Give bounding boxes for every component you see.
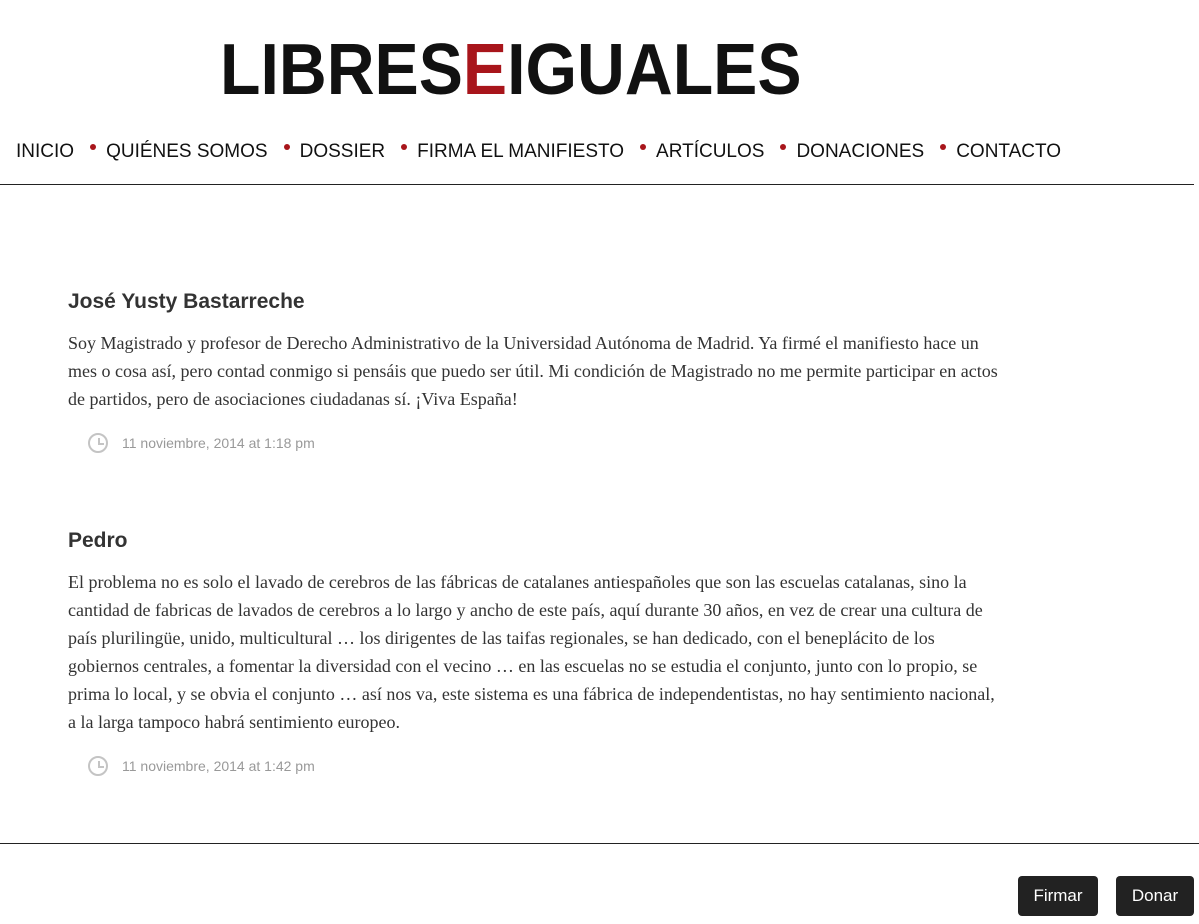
main-nav xyxy=(16,140,1061,164)
bullet-dot-icon xyxy=(90,144,96,150)
site-logo[interactable] xyxy=(220,30,802,110)
nav-item-donaciones[interactable]: DONACIONES xyxy=(796,141,925,162)
bullet-dot-icon xyxy=(401,144,407,150)
nav-item-contacto[interactable]: CONTACTO xyxy=(956,141,1062,162)
comment xyxy=(68,528,998,776)
logo-part-iguales: IGUALES xyxy=(507,30,802,110)
clock-icon xyxy=(88,433,108,453)
bullet-dot-icon xyxy=(284,144,290,150)
comment-text: Soy Magistrado y profesor de Derecho Administrativo de la Universidad Autónoma de Madrid. Ya firmé el manifiesto hace un mes o cosa así, pero contad conmigo si pensáis que puedo ser útil. Mi condición de Magistrado no me permite participar en actos de partidos, pero de asociaciones ciudadanas sí. ¡Viva España! xyxy=(68,333,998,409)
nav-item-quienes-somos[interactable]: QUIÉNES SOMOS xyxy=(106,141,268,162)
nav-item-dossier[interactable]: DOSSIER xyxy=(299,141,386,162)
clock-icon xyxy=(88,756,108,776)
comment-author: José Yusty Bastarreche xyxy=(68,290,305,313)
comment-text: El problema no es solo el lavado de cerebros de las fábricas de catalanes antiespañoles que son las escuelas catalanas, sino la cantidad de fabricas de lavados de cerebros a lo largo y ancho de este país, aquí durante 30 años, en vez de crear una cultura de país plurilingüe, unido, multicultural … los dirigentes de las taifas regionales, se han dedicado, con el beneplácito de los gobiernos centrales, a fomentar la diversidad con el vecino … en las escuelas no se estudia el conjunto, junto con lo propio, se prima lo local, y se obvia el conjunto … así nos va, este sistema es una fábrica de independentistas, no hay sentimiento nacional, a la larga tampoco habrá sentimiento europeo. xyxy=(68,572,995,732)
comment-date: 11 noviembre, 2014 at 1:18 pm xyxy=(122,435,315,451)
bullet-dot-icon xyxy=(940,144,946,150)
comment-meta xyxy=(88,433,998,453)
comment-meta xyxy=(88,756,998,776)
footer-divider xyxy=(0,843,1199,844)
donar-button[interactable]: Donar xyxy=(1116,876,1194,916)
logo-part-e: E xyxy=(462,30,508,110)
comment xyxy=(68,289,998,453)
comment-date: 11 noviembre, 2014 at 1:42 pm xyxy=(122,758,315,774)
bullet-dot-icon xyxy=(640,144,646,150)
header-divider xyxy=(0,184,1194,185)
comment-author: Pedro xyxy=(68,529,128,552)
firmar-button[interactable]: Firmar xyxy=(1018,876,1098,916)
logo-part-libres: LIBRES xyxy=(220,30,463,110)
nav-item-inicio[interactable]: INICIO xyxy=(16,141,75,162)
nav-item-firma-el-manifiesto[interactable]: FIRMA EL MANIFIESTO xyxy=(417,141,625,162)
nav-item-articulos[interactable]: ARTÍCULOS xyxy=(656,141,765,162)
bullet-dot-icon xyxy=(780,144,786,150)
